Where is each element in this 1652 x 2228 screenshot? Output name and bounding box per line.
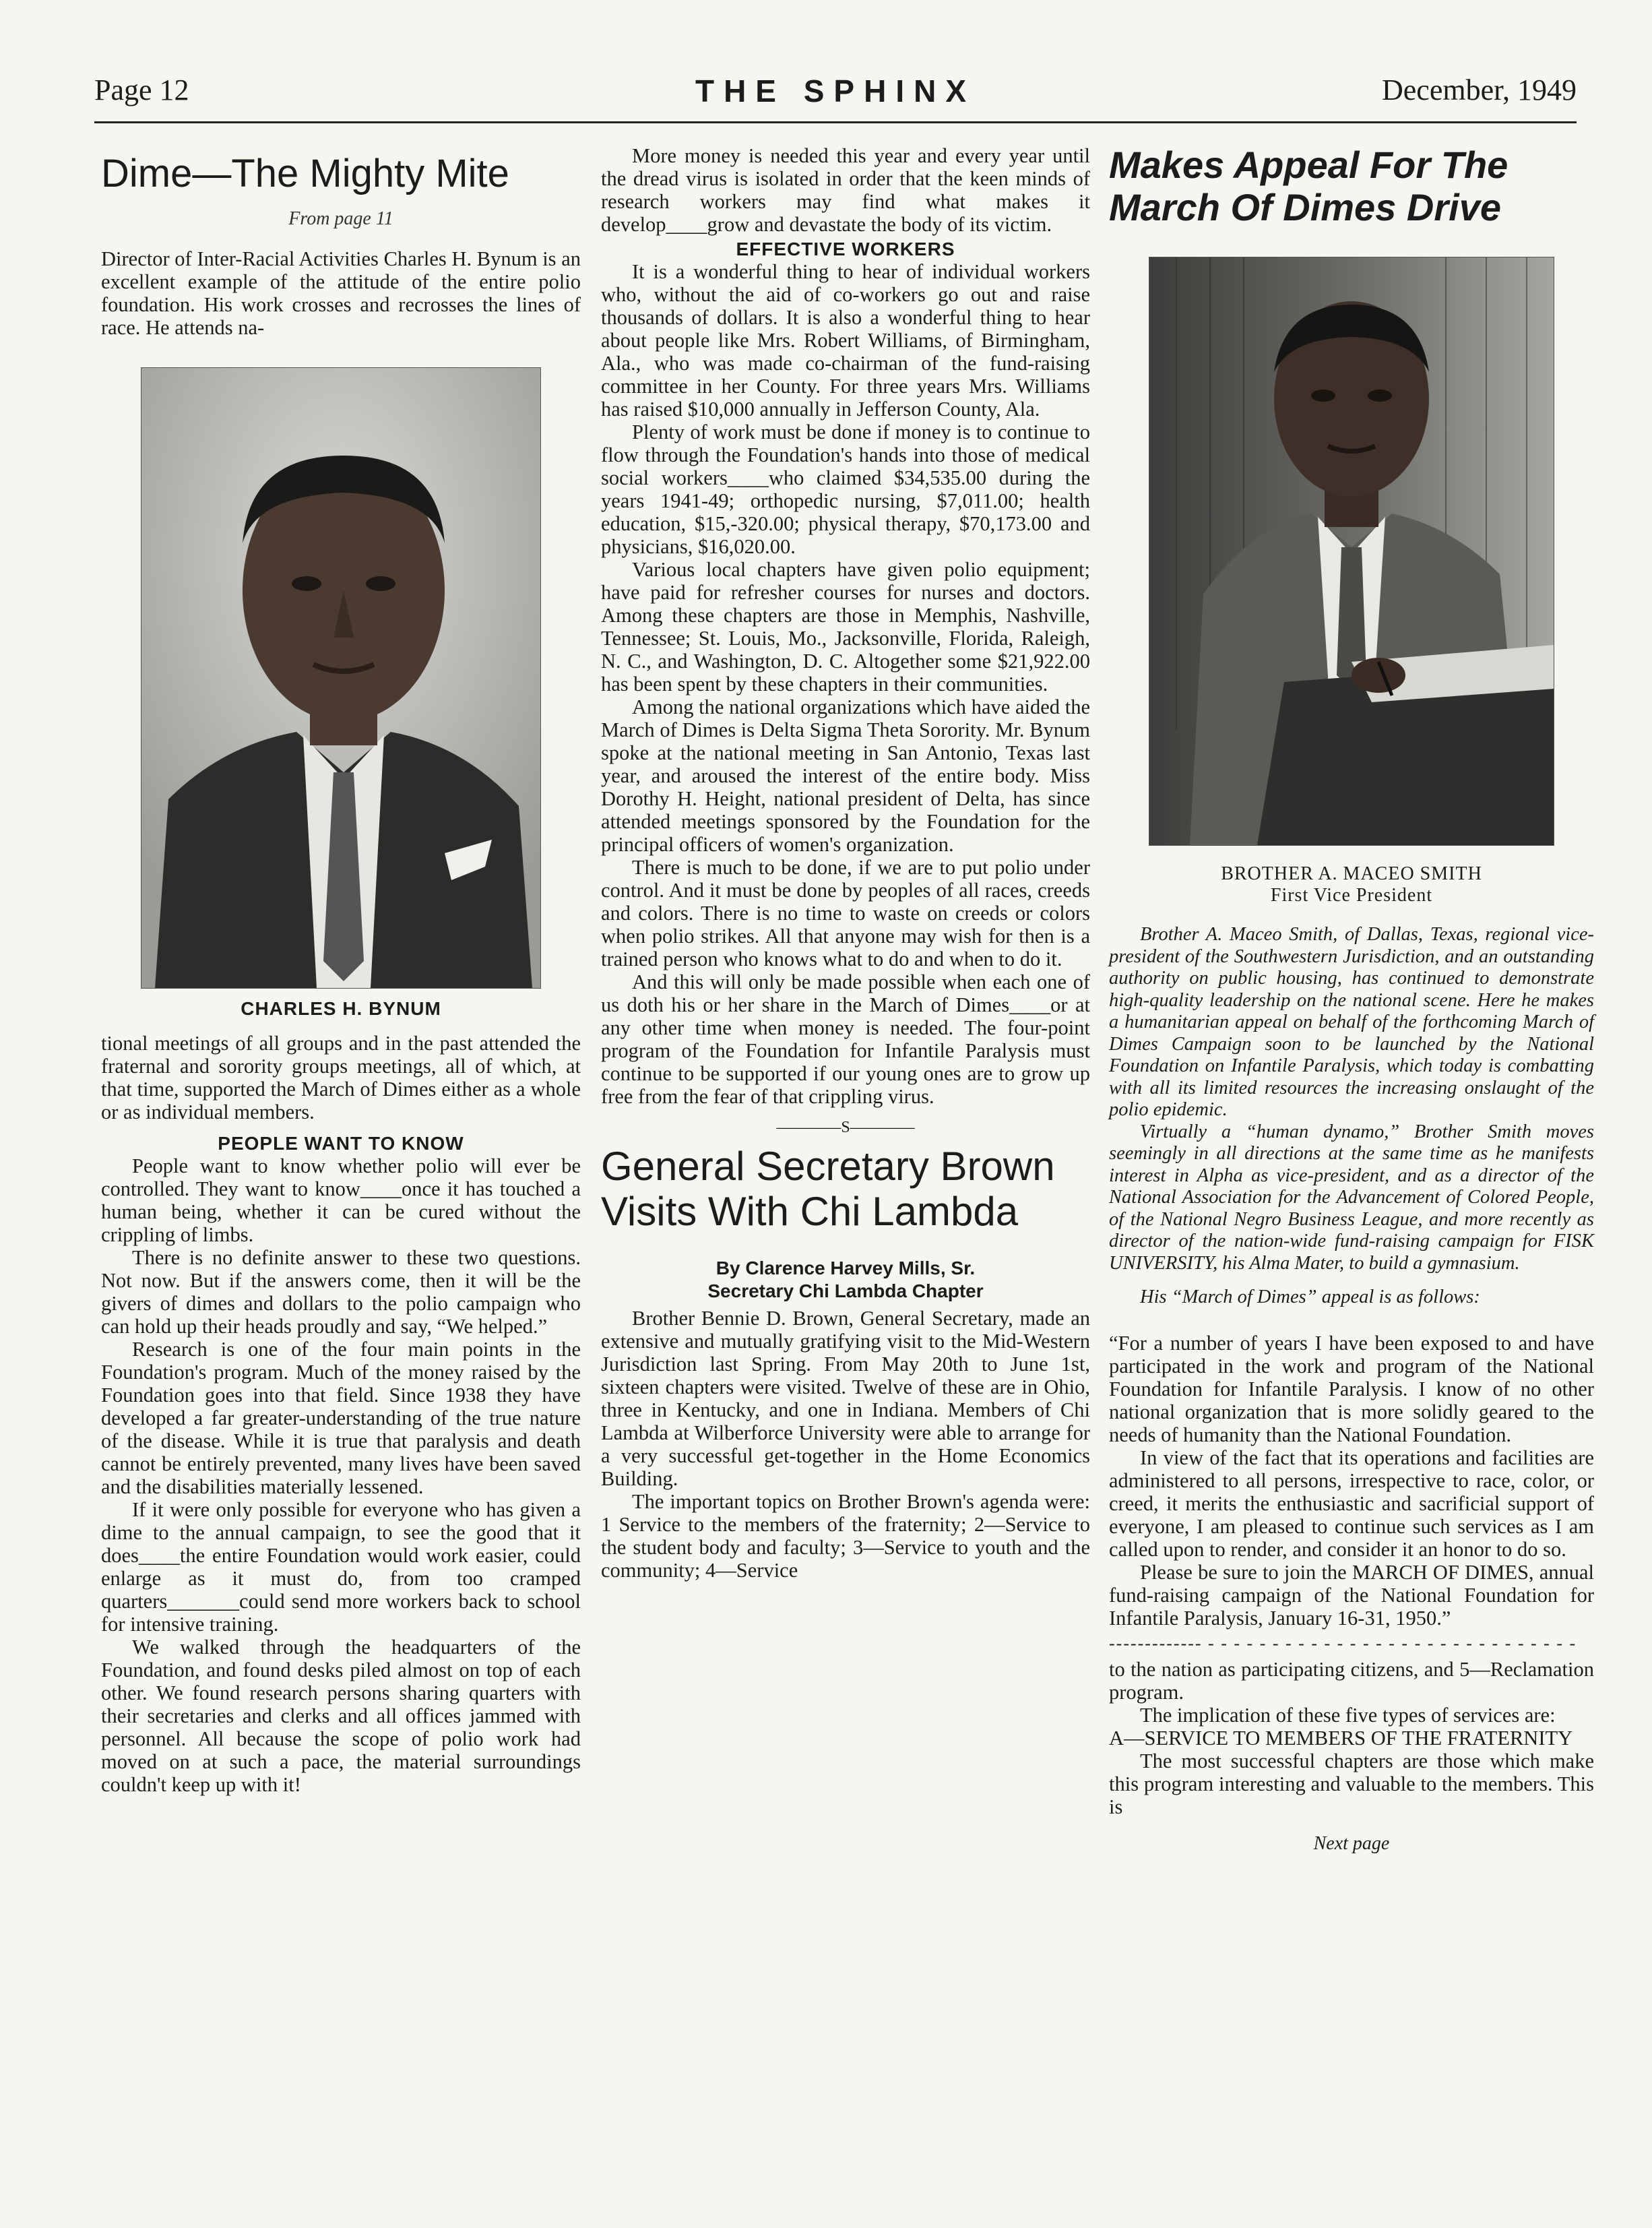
column-2 <box>601 144 1090 1582</box>
article-headline: Makes Appeal For The March Of Dimes Drive <box>1109 144 1508 228</box>
section-subhead: PEOPLE WANT TO KNOW <box>218 1132 464 1154</box>
article-headline: General Secretary Brown Visits With Chi Lambda <box>601 1144 1055 1235</box>
article-paragraph: to the nation as participating citizens, and 5—Reclamation program. <box>1109 1657 1594 1704</box>
column-3 <box>1109 144 1594 1855</box>
dashed-divider: ------------- - - - - - - - - - - - - - - - - - - - - - - - - - - - - - <box>1109 1633 1577 1653</box>
header-rule <box>94 121 1577 123</box>
article-paragraph: There is much to be done, if we are to put polio under control. And it must be done by peoples of all races, creeds and colors. There is no time to waste on creeds or colors when polio strikes. All that anyone may wish for then is a trained person who knows what to do and when to do it. <box>601 856 1090 970</box>
article-paragraph: Various local chapters have given polio equipment; have paid for refresher courses for nurses and doctors. Among these chapters are those in Memphis, Nashville, Tennessee; St. Louis, Mo., Jacksonville, Florida, Raleigh, N. C., and Washington, D. C. Altogether some $21,922.00 has been spent by these chapters in their communities. <box>601 558 1090 695</box>
article-paragraph: There is no definite answer to these two questions. Not now. But if the answers come, then it will be the givers of dimes and dollars to the polio campaign who can hold up their heads proudly and say, “We helped.” <box>101 1245 581 1338</box>
section-separator: ————S———— <box>776 1119 915 1136</box>
byline <box>601 1257 1090 1302</box>
article-headline: Dime—The Mighty Mite <box>101 152 509 195</box>
article-paragraph: People want to know whether polio will ever be controlled. They want to know____once it has touched a human being, whether it can be cured without the crippling of limbs. <box>101 1154 581 1246</box>
appeal-quote <box>1109 1332 1594 1630</box>
article-paragraph: The most successful chapters are those which make this program interesting and valuable to the members. This is <box>1109 1749 1594 1818</box>
photo-charles-bynum <box>141 367 541 989</box>
article-paragraph: More money is needed this year and every year until the dread virus is isolated in order that the keen minds of research workers may find what makes it develop____grow and devastate the body of its victim. <box>601 144 1090 236</box>
article-paragraph: And this will only be made possible when each one of us doth his or her share in the March of Dimes____or at any other time when money is needed. The four-point program of the Foundation for Infantile Paralysis must continue to be supported if our young ones are to grow up free from the fear of that crippling virus. <box>601 970 1090 1108</box>
photo-caption-title: First Vice President <box>1270 885 1433 906</box>
publication-title: THE SPHINX <box>695 73 976 109</box>
quote-paragraph: Please be sure to join the MARCH OF DIMES, annual fund-raising campaign of the National Foundation for Infantile Paralysis, January 16-31, 1950.” <box>1109 1560 1594 1630</box>
article-paragraph: Among the national organizations which have aided the March of Dimes is Delta Sigma Theta Sorority. Mr. Bynum spoke at the national meeting in San Antonio, Texas last year, and aroused the interest of the entire body. Miss Dorothy H. Height, national president of Delta, has since attended meetings sponsored by the Foundation for the principal officers of women's organization. <box>601 695 1090 856</box>
article-paragraph: tional meetings of all groups and in the past attended the fraternal and sorority groups meetings, all of which, at that time, supported the March of Dimes either as a whole or as individual members. <box>101 1031 581 1123</box>
portrait-image <box>1149 257 1554 845</box>
editor-intro <box>1109 924 1594 1308</box>
continued-from-note: From page 11 <box>288 208 393 229</box>
intro-paragraph: Brother A. Maceo Smith, of Dallas, Texas, regional vice-president of the Southwestern Jurisdiction, and an outstanding authority on public housing, has continued to demonstrate high-quality leadership on the national scene. Here he makes a humanitarian appeal on behalf of the forthcoming March of Dimes Campaign soon to be launched by the National Foundation on Infantile Paralysis, which today is combatting with all its limited resources the increasing onslaught of the polio epidemic. <box>1109 924 1594 1121</box>
photo-caption-name: BROTHER A. MACEO SMITH <box>1221 863 1482 885</box>
article-paragraph: If it were only possible for everyone who has given a dime to the annual campaign, to see the good that it does____the entire Foundation would work easier, could enlarge as it must do, from too cramped quarters_______could send more workers back to school for intensive training. <box>101 1497 581 1636</box>
intro-paragraph: Virtually a “human dynamo,” Brother Smith moves seemingly in all directions at the same time as he manifests interest in Alpha as vice-president, and as a director of the National Association for the Advancement of Colored People, of the National Negro Business League, and more recently as director of the nation-wide fund-raising campaign for FISK UNIVERSITY, his Alma Mater, to build a gymnasium. <box>1109 1121 1594 1274</box>
article-paragraph: A—SERVICE TO MEMBERS OF THE FRATERNITY <box>1109 1726 1573 1750</box>
section-subhead: EFFECTIVE WORKERS <box>736 239 955 259</box>
article-paragraph: We walked through the headquarters of the Foundation, and found desks piled almost on top of each other. We found research persons sharing quarters with their secretaries and clerks and all offices jammed with personnel. All because the scope of polio work had moved on at such a pace, the material surroundings couldn't keep up with it! <box>101 1635 581 1796</box>
article-paragraph: Plenty of work must be done if money is to continue to flow through the Foundation's hands into those of medical social workers____who claimed $34,535.00 during the years 1941-49; orthopedic nursing, $7,011.00; health education, $15,-320.00; physical therapy, $70,173.00 and physicians, $16,020.00. <box>601 421 1090 558</box>
article-paragraph: The implication of these five types of services are: <box>1140 1703 1556 1727</box>
article-paragraph: Director of Inter-Racial Activities Charles H. Bynum is an excellent example of the attitude of the entire polio foundation. His work crosses and recrosses the lines of race. He attends na- <box>101 247 581 339</box>
quote-paragraph: “For a number of years I have been exposed to and have participated in the work and program of the National Foundation for Infantile Paralysis. I know of no other national organization that is more solidly geared to the needs of humanity than the National Foundation. <box>1109 1331 1594 1446</box>
byline-title: Secretary Chi Lambda Chapter <box>707 1280 984 1301</box>
article-paragraph: The important topics on Brother Brown's agenda were: 1 Service to the members of the fraternity; 2—Service to the student body and faculty; 3—Service to youth and the community; 4—Service <box>601 1489 1090 1582</box>
intro-paragraph: His “March of Dimes” appeal is as follows: <box>1140 1287 1480 1308</box>
issue-date: December, 1949 <box>1381 73 1577 106</box>
photo-maceo-smith <box>1149 257 1554 846</box>
page-number: Page 12 <box>94 73 189 106</box>
article-paragraph: Research is one of the four main points in the Foundation's program. Much of the money raised by the Foundation goes into that field. Since 1938 they have developed a far greater-understanding of the true nature of the disease. While it is true that paralysis and death cannot be entirely prevented, many lives have been saved and the disabilities materially lessened. <box>101 1337 581 1498</box>
article-paragraph: It is a wonderful thing to hear of individual workers who, without the aid of co-workers go out and raise thousands of dollars. It is also a wonderful thing to hear about people like Mrs. Robert Williams, of Birmingham, Ala., who was made co-chairman of the fund-raising committee in her County. For three years Mrs. Williams has raised $10,000 annually in Jefferson County, Ala. <box>601 260 1090 421</box>
article-paragraph: Brother Bennie D. Brown, General Secretary, made an extensive and mutually gratifying visit to the Mid-Western Jurisdiction last Spring. From May 20th to June 1st, sixteen chapters were visited. Twelve of these are in Ohio, three in Kentucky, and one in Indiana. Members of Chi Lambda at Wilberforce University were able to arrange for a very successful get-together in the Home Economics Building. <box>601 1306 1090 1490</box>
column-1 <box>101 135 581 1796</box>
page-header <box>94 73 1577 123</box>
photo-caption: CHARLES H. BYNUM <box>241 997 441 1019</box>
byline-author: By Clarence Harvey Mills, Sr. <box>716 1258 976 1279</box>
portrait-image <box>141 368 540 988</box>
quote-paragraph: In view of the fact that its operations and facilities are administered to all persons, irrespective to race, color, or creed, it merits the enthusiastic and sacrificial support of everyone, I am pleased to continue such services as I am called upon to render, and consider it an honor to do so. <box>1109 1446 1594 1561</box>
continued-next-page: Next page <box>1313 1832 1390 1854</box>
